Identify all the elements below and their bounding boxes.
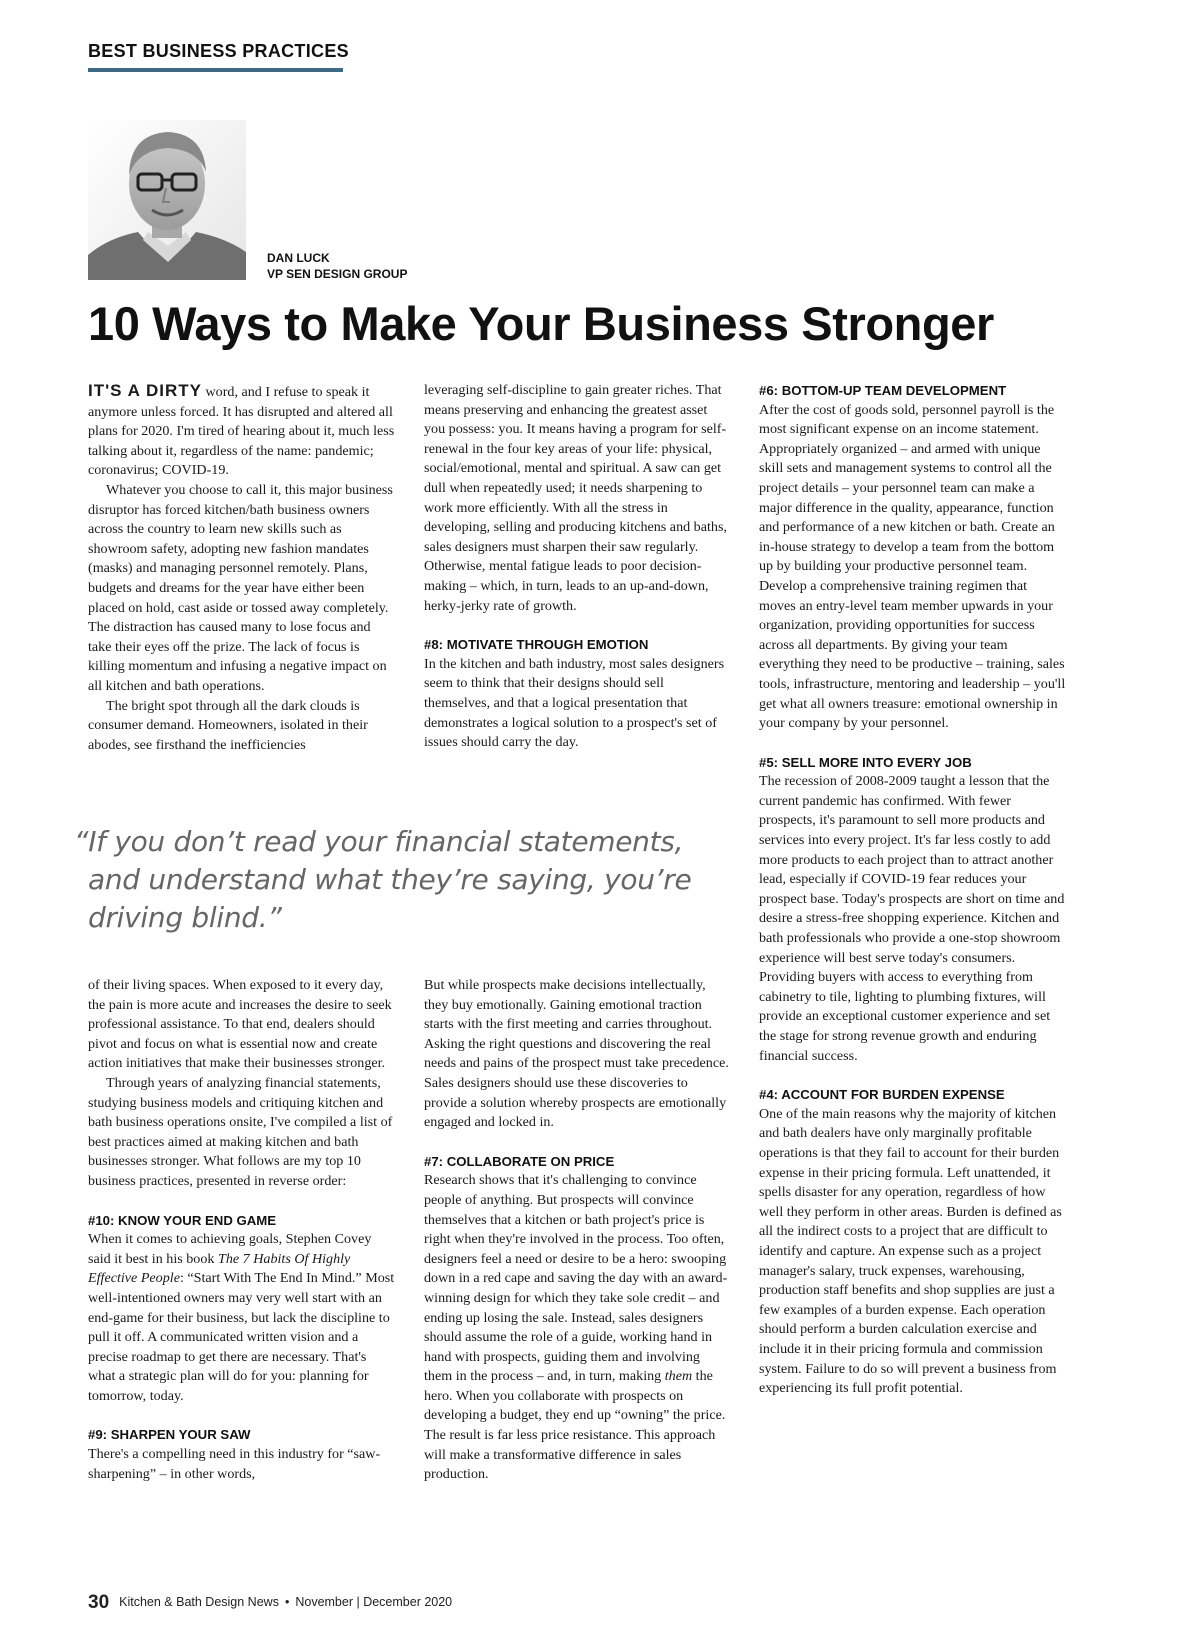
column-3 (759, 381, 1067, 1399)
column-2-bottom (424, 976, 731, 1485)
body-paragraph: of their living spaces. When exposed to it every day, the pain is more acute and increases the desire to seek professional assistance. To that end, dealers should pivot and focus on what is essential now and create action initiatives that make their businesses stronger. (88, 977, 392, 1072)
body-paragraph: In the kitchen and bath industry, most sales designers seem to think that their designs should sell themselves, and that a logical presentation that demonstrates a logical solution to a prospect's set of issues should carry the day. (424, 655, 725, 751)
lead-in: IT'S A DIRTY (88, 381, 202, 400)
body-paragraph: There's a compelling need in this industry for “saw-sharpening” – in other words, (88, 1446, 381, 1482)
issue-date: November | December 2020 (295, 1595, 453, 1609)
book-title: The 7 Habits Of Highly Effective People (88, 1250, 351, 1287)
body-paragraph: After the cost of goods sold, personnel payroll is the most significant expense on an income statement. Appropriately organized – and armed with unique skill sets and management systems to control all the project details – your personnel team can make a major difference in the quality, appearance, function and performance of a new kitchen or bath. Create an in-house strategy to develop a team from the bottom up by building your productive personnel team. Develop a comprehensive training regimen that moves an entry-level team member upwards in your organization, providing opportunities for success across all departments. By giving your team everything they need to be productive – training, sales tools, infrastructure, mentoring and leadership – you'll get what all owners treasure: emotional ownership in your company by your personnel. (759, 401, 1066, 732)
column-2-top (424, 381, 731, 753)
body-paragraph: But while prospects make decisions intellectually, they buy emotionally. Gaining emotional traction starts with the first meeting and carries throughout. Asking the right questions and discovering the real needs and pains of the prospect must take precedence. Sales designers should use these discoveries to provide a solution whereby prospects are emotionally engaged and locked in. (424, 977, 729, 1131)
pull-quote-line: “If you don’t read your financial statements, (74, 825, 684, 858)
lead-paragraph (88, 381, 396, 481)
pull-quote-line: and understand what they’re saying, you’re (88, 863, 692, 896)
page-footer (88, 1592, 452, 1614)
body-paragraph: The recession of 2008-2009 taught a lesson that the current pandemic has confirmed. With fewer prospects, it's paramount to sell more products and services into every project. It's far less costly to add more products to each project than to attract another lead, especially if COVID-19 fear reduces your prospect base. Today's prospects are short on time and desire a stress-free shopping experience. Kitchen and bath professionals who provide a one-stop showroom experience will best serve today's consumers. Providing buyers with access to everything from cabinetry to tile, lighting to plumbing fixtures, will provide an exceptional customer experience and set the stage for strong revenue growth and enduring financial success. (759, 773, 1065, 1064)
author-portrait (88, 120, 246, 280)
body-paragraph: Through years of analyzing financial statements, studying business models and critiquing kitchen and bath business operations onsite, I've compiled a list of best practices aimed at making kitchen and bath businesses stronger. What follows are my top 10 business practices, presented in reverse order: (88, 1074, 393, 1189)
pull-quote (74, 823, 714, 937)
section-heading-6: #6: BOTTOM-UP TEAM DEVELOPMENT (759, 383, 1007, 398)
publication-name: Kitchen & Bath Design News (119, 1595, 279, 1609)
column-1-top (88, 381, 396, 755)
page-number: 30 (88, 1592, 110, 1613)
pull-quote-line: driving blind.” (88, 901, 282, 934)
body-paragraph (88, 1230, 396, 1406)
section-heading-7: #7: COLLABORATE ON PRICE (424, 1153, 615, 1169)
section-heading-9: #9: SHARPEN YOUR SAW (88, 1427, 251, 1443)
section-heading-10: #10: KNOW YOUR END GAME (88, 1212, 277, 1228)
author-byline (267, 250, 407, 282)
body-paragraph: One of the main reasons why the majority of kitchen and bath dealers have only marginally profitable operations is that they fail to account for their burden expense in their pricing formula. Left unattended, it spells disaster for any operation, regardless of how well they perform in other areas. Burden is defined as all the indirect costs to a project that are difficult to identify and capture. An expense such as a project manager's salary, truck expenses, warehousing, production staff benefits and shop supplies are just a few examples of a burden expense. Each operation should perform a burden calculation exercise and include it in their pricing formula and commission system. Failure to do so will prevent a business from experiencing its full profit potential. (759, 1105, 1062, 1397)
emphasis: them (664, 1368, 693, 1385)
author-title: VP SEN DESIGN GROUP (267, 267, 408, 281)
body-text: : “Start With The End In Mind.” Most well-intentioned owners may very well start with an end-game for their business, but lack the discipline to pull it off. A communicated written vision and a precise roadmap to get there are necessary. That's what a strategic plan will do for you: planning for tomorrow, today. (88, 1270, 395, 1404)
author-name: DAN LUCK (267, 251, 330, 265)
lead-paragraph-text: word, and I refuse to speak it anymore unless forced. It has disrupted and altered all plans for 2020. I'm tired of hearing about it, much less talking about it, regardless of the name: pandemic; coronavirus; COVID-19. (88, 384, 395, 479)
body-paragraph: leveraging self-discipline to gain greater riches. That means preserving and enhancing the greatest asset you possess: you. It means having a program for self-renewal in the four key areas of your life: physical, social/emotional, mental and spiritual. A saw can get dull when repeatedly used; it needs sharpening to work more efficiently. With all the stress in developing, selling and producing kitchens and baths, sales designers must sharpen their saw regularly. Otherwise, mental fatigue leads to poor decision-making – which, in turn, leads to an up-and-down, herky-jerky rate of growth. (424, 382, 727, 614)
section-heading-4: #4: ACCOUNT FOR BURDEN EXPENSE (759, 1087, 1005, 1103)
section-tag: BEST BUSINESS PRACTICES (88, 41, 349, 61)
section-heading-8: #8: MOTIVATE THROUGH EMOTION (424, 637, 649, 653)
body-paragraph: Whatever you choose to call it, this major business disruptor has forced kitchen/bath business owners across the country to learn new skills such as showroom safety, adopting new fashion mandates (masks) and managing personnel remotely. Plans, budgets and dreams for the year have either been placed on hold, cast aside or tossed away completely. The distraction has caused many to lose focus and take their eyes off the prize. The lack of focus is killing momentum and infusing a negative impact on all kitchen and bath operations. (88, 481, 393, 694)
body-paragraph (424, 1171, 731, 1485)
body-text: the hero. When you collaborate with prospects on developing a budget, they end up “owning” the price. The result is far less price resistance. This approach will make a transformative difference in sales production. (424, 1368, 726, 1483)
footer-separator: • (284, 1595, 290, 1609)
article-headline: 10 Ways to Make Your Business Stronger (88, 297, 994, 350)
column-1-bottom (88, 976, 396, 1484)
body-text: Research shows that it's challenging to convince people of anything. But prospects will convince themselves that a kitchen or bath project's price is right when they're involved in the process. Too often, designers feel a need or desire to be a hero: swooping down in a red cape and saving the day with an award-winning design for which they take sole credit – and ending up losing the sale. Instead, sales designers should assume the role of a guide, working hand in hand with prospects, guiding them and involving them in the process – and, in turn, making (424, 1172, 728, 1385)
body-paragraph: The bright spot through all the dark clouds is consumer demand. Homeowners, isolated in their abodes, see firsthand the inefficiencies (88, 697, 368, 753)
section-rule (88, 68, 343, 72)
section-heading-5: #5: SELL MORE INTO EVERY JOB (759, 754, 972, 770)
body-text: When it comes to achieving goals, Stephen Covey said it best in his book (88, 1231, 372, 1267)
